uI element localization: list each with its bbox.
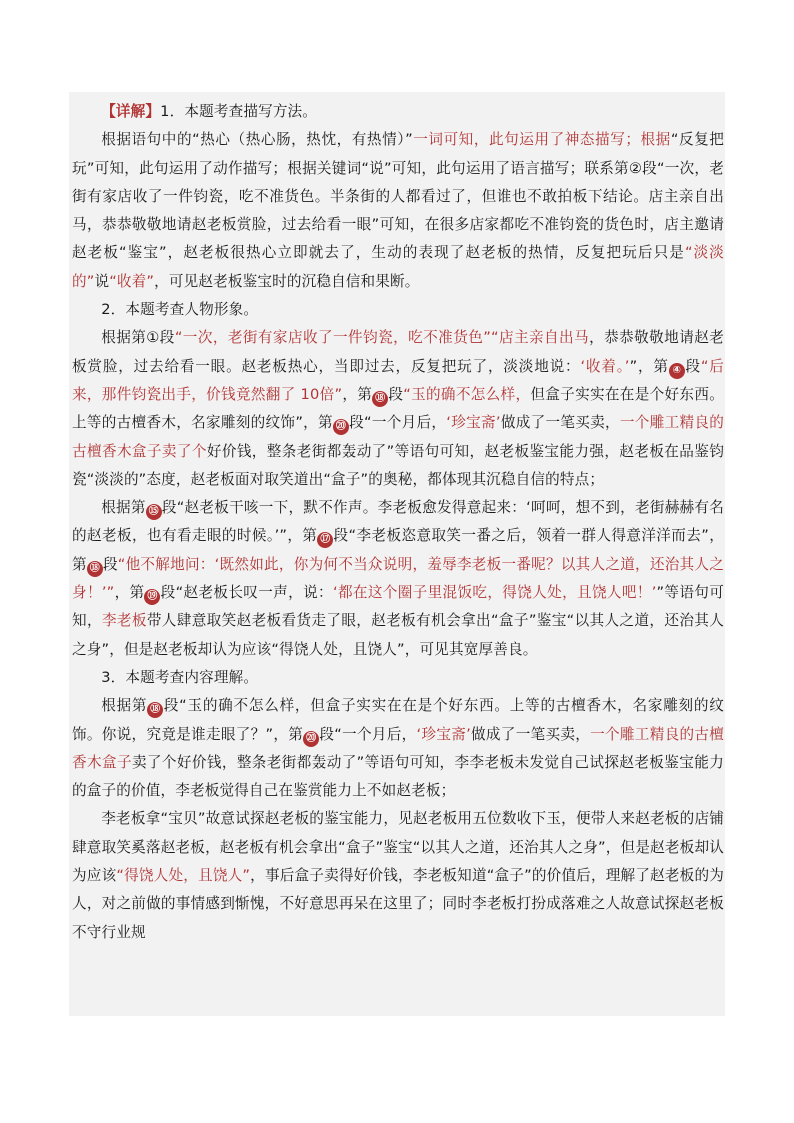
highlight: “一次，老街有家店收了一件钧瓷，吃不准货色” xyxy=(174,329,491,347)
text: ”等语句可知， xyxy=(72,584,724,630)
highlight: ‘收着。’ xyxy=(580,357,630,375)
text: 可知，此句运用了动作描写；根据关键词“说”可知，此句运用了语言描写；联系第 xyxy=(94,159,629,177)
highlight: “店主亲自出马 xyxy=(490,329,590,347)
highlight: “玉的确不怎么样， xyxy=(403,385,531,403)
section-3-title: 3．本题考查内容理解。 xyxy=(101,668,259,686)
text: 根据语句中的“热心（热心肠，热忱，有热情）” xyxy=(101,131,413,149)
paragraph-2 xyxy=(72,126,724,296)
text: 段“一个月后， xyxy=(348,414,447,432)
paragraph-number: ⑱ xyxy=(372,391,388,407)
highlight: 一词可知，此句运用了神态描写；根据 xyxy=(412,131,671,149)
paragraph-number: ⑰ xyxy=(317,532,333,548)
paragraph-number: ⑳ xyxy=(303,731,319,747)
text: ，可见赵老板鉴宝时的沉稳自信和果断。 xyxy=(154,272,420,290)
text: 段“赵老板长叹一声，说： xyxy=(160,584,333,602)
text: 段“一个月后， xyxy=(319,725,417,743)
text: 做成了一笔买卖， xyxy=(470,725,591,743)
text: 但盒子实实在在是个好东西。上等的古檀香木，名家雕刻的纹饰”，第 xyxy=(72,385,724,432)
highlight: “淡淡的” xyxy=(72,244,724,290)
highlight: 一个雕工精良的古檀香木盒子卖了个 xyxy=(72,414,724,460)
highlight: ‘珍宝斋’ xyxy=(446,414,501,432)
text: 好价钱，整条老街都轰动了”等语句可知，赵老板鉴宝能力强，赵老板在品鉴钧瓷“淡淡的”态度，赵老板面对取笑道出“盒子”的奥秘，都体现其沉稳自信的特点； xyxy=(72,442,724,488)
paragraph-4 xyxy=(72,324,724,494)
text: 段 xyxy=(159,329,175,347)
highlight: “收着” xyxy=(109,272,155,290)
text: 做成了一笔买卖， xyxy=(500,414,620,432)
text: 段“赵老板干咳一下，默不作声。李老板愈发得意起来：‘呵呵，想不到，老街赫赫有名的赵老板，也有看走眼的时候。’”，第 xyxy=(72,499,724,545)
text: 带人肆意取笑赵老板看货走了眼，赵老板有机会拿出“盒子”鉴宝“以其人之道，还治其人之身”，但是赵老板却认为应该“得饶人处，且饶人”，可见其宽厚善良。 xyxy=(72,612,724,658)
paragraph-number: ⑳ xyxy=(333,419,349,435)
text: 段“玉的确不怎么样，但盒子实实在在是个好东西。上等的古檀香木，名家雕刻的纹饰。你说，究竟是谁走眼了？”，第 xyxy=(72,697,724,743)
text: 根据第 xyxy=(101,697,148,715)
text: 李老板拿“宝贝”故意试探赵老板的鉴宝能力，见赵老板用五位数收下玉，便带人来赵老板的店铺肆意取笑奚落赵老板，赵老板有机会拿出“盒子”鉴宝“以其人之道，还治其人之身”，但是赵老板却认为应该 xyxy=(72,810,724,885)
paragraph-number: ④ xyxy=(669,363,685,379)
text: ，第 xyxy=(342,385,373,403)
paragraph-5 xyxy=(72,494,724,664)
paragraph-number: ② xyxy=(628,159,643,177)
highlight: “后来，那件钧瓷出手，价钱竟然翻了 10倍” xyxy=(72,357,725,403)
paragraph-6 xyxy=(72,664,724,692)
paragraph-number: ⑱ xyxy=(147,702,163,718)
paragraph-1 xyxy=(72,98,724,126)
highlight: ‘都在这个圈子里混饭吃，得饶人处，且饶人吧！’ xyxy=(332,584,657,602)
text: 说 xyxy=(94,272,110,290)
text: ”，第 xyxy=(629,357,669,375)
highlight: ‘珍宝斋’ xyxy=(416,725,471,743)
section-1-title: 1．本题考查描写方法。 xyxy=(160,103,318,120)
paragraph-8 xyxy=(72,805,724,946)
highlight: 一个雕工精良的古檀香木盒子 xyxy=(72,725,724,771)
text: “反复把玩” xyxy=(72,131,724,177)
text: 根据第 xyxy=(101,499,146,517)
highlight: “得饶人处，且饶人” xyxy=(116,867,251,885)
text: ，恭恭敬敬地请赵老板赏脸，过去给看一眼。赵老板热心，当即过去，反复把玩了，淡淡地说： xyxy=(72,329,724,375)
paragraph-7 xyxy=(72,692,724,805)
answer-explanation xyxy=(72,98,724,947)
highlight: “他不解地问： xyxy=(117,555,215,573)
section-2-title: 2．本题考查人物形象。 xyxy=(101,301,259,319)
text: ，事后盒子卖得好价钱，李老板知道“盒子”的价值后，理解了赵老板的为人，对之前做的事情感到惭愧，不好意思再呆在这里了；同时李老板打扮成落难之人故意试探赵老板不守行业规 xyxy=(72,867,725,941)
paragraph-number: ① xyxy=(146,329,160,347)
detail-heading: 【详解】 xyxy=(101,103,161,120)
highlight: 李老板 xyxy=(101,612,147,630)
text: 段“李老板恣意取笑一番之后，领着一群人得意洋洋而去”，第 xyxy=(72,527,724,573)
text: 卖了个好价钱，整条老街都轰动了”等语句可知，李李老板未发觉自己试探赵老板鉴宝能力的盒子的价值，李老板觉得自己在鉴赏能力上不如赵老板； xyxy=(72,753,724,800)
paragraph-number: ⑱ xyxy=(87,561,103,577)
text: 段 xyxy=(102,555,118,573)
paragraph-number: ⑮ xyxy=(146,504,162,520)
text: ，第 xyxy=(114,584,145,602)
text: 段“一次，老街有家店收了一件钧瓷，吃不准货色。半条街的人都看过了，但谁也不敢拍板下结论。店主亲自出马，恭恭敬敬地请赵老板赏脸，过去给看一眼”可知，在很多店家都吃不准钧瓷的货色时，店主邀请赵老板“鉴宝”，赵老板很热心立即就去了，生动的表现了赵老板的热情，反复把玩后只是 xyxy=(72,159,724,262)
highlight: ‘既然如此，你为何不当众说明，羞辱李老板一番呢？以其人之道，还治其人之身！’” xyxy=(72,555,724,602)
text: 段 xyxy=(684,357,701,375)
paragraph-3 xyxy=(72,296,724,324)
paragraph-number: ⑲ xyxy=(144,589,160,605)
text: 段 xyxy=(388,385,404,403)
text: 根据第 xyxy=(101,329,147,347)
